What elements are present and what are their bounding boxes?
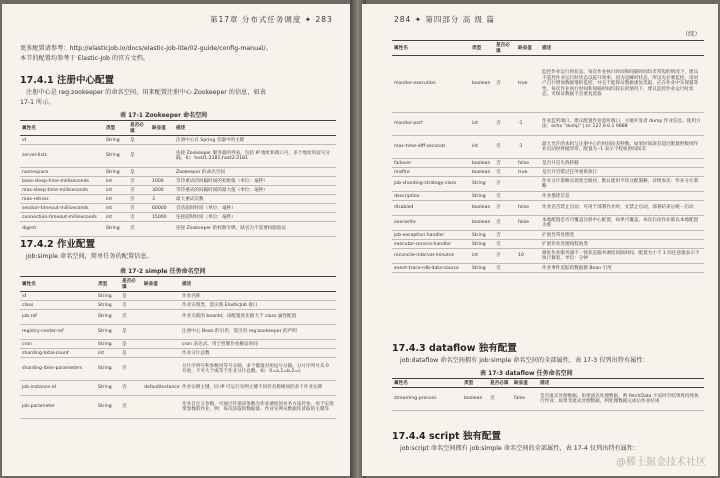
table-17-2-cell [142,292,180,301]
table-17-2-continued [392,40,704,273]
left-page [2,4,354,476]
table-17-2-cont-cell: 修复作业服务器不一致状态服务调度间隔时间，配置为小于 1 的任意值表示不执行修复，单位：分钟 [540,249,704,264]
table-17-1-cell: int [104,204,128,213]
table-17-1-cell [150,222,174,237]
table-17-2-cont-cell: 作业是否禁止启动，可用于部署作业时，先禁止启动，部署结束后统一启动 [540,201,704,216]
table-17-2-cont-cell [516,231,540,240]
table-17-1-cell: 连接超时时间（单位：毫秒） [174,213,336,222]
table-17-2-cell [142,301,180,310]
table-17-2-cont-cell: String [470,240,494,249]
table-17-2-cell: 否 [120,358,142,381]
table-17-2-caption: 表 17-2 simple 任务命名空间 [120,268,206,275]
table-17-2-cont-cell: 监控作业运行时状态。每次作业执行时间和间隔时间均非常短的情况下，建议不监控作业运行时状态以提升效率。因为是瞬时状态，所以无必要监控。请用户自行增加数据堆积监控，并且不能保证数据重复选取，应在作业中实现幂等性。每次作业执行时间和间隔时间均较长的情况下，建议监控作业运行时状态，可保证数据不会重复选取 [540,56,704,113]
table-17-3-header-cell: 缺省值 [512,379,538,388]
table-17-1-header-cell: 描述 [174,121,336,136]
table-17-2-cell: 否 [120,396,142,419]
table-17-1-cell: 等待重试的间隔时间的初始值（单位：毫秒） [174,177,336,186]
table-17-2-header-cell: 是否必填 [120,277,142,292]
table-17-2-cont-cell: 本地配置是否可覆盖注册中心配置，如果可覆盖，每次启动作业都以本地配置为准 [540,216,704,231]
table-17-2-cont-row [392,168,704,177]
table-17-2-cont-cell: 否 [494,249,516,264]
table-17-3-row [392,388,704,411]
right-page [362,4,718,476]
table-17-1-cell: id [20,136,104,145]
table-17-2-row [20,292,336,301]
table-17-2-cont-cell: 否 [494,177,516,192]
table-17-2-cont-cell: 是否开启失效转移 [540,159,704,168]
table-17-1-cell: 连接 Zookeeper 的权限令牌，缺省为不需要权限验证 [174,222,336,237]
table-17-2-cont-cell: 是否开启错过任务重新执行 [540,168,704,177]
table-17-1-cell: max-sleep-time-milliseconds [20,186,104,195]
table-17-2-cont-cell: failover [392,159,470,168]
table-17-1-cell [150,145,174,168]
table-17-1-row [20,186,336,195]
table-17-2-cont-cell: reconcile-interval-minutes [392,249,470,264]
table-17-2-cont-cell: job-exception-handler [392,231,470,240]
table-17-2-cont-cell: 否 [494,192,516,201]
table-17-2-cell: String [96,292,120,301]
table-17-2-cont-cell: 否 [494,231,516,240]
table-17-2-cell: 否 [120,310,142,325]
table-17-2-cont-header-cell: 是否必填 [494,41,516,56]
table-17-1-cell: 否 [128,213,150,222]
table-17-1-cell: 否 [128,186,150,195]
table-17-2-cont-cell: false [516,159,540,168]
table-17-2-cont-cell: misfire [392,168,470,177]
table-17-2-cont-cell: int [470,249,494,264]
table-17-1-header-cell: 类型 [104,121,128,136]
table-17-3-caption: 表 17-3 dataflow 任务命名空间 [480,370,573,377]
table-17-2-cell: defaultInstance [142,381,180,396]
table-17-2-cell [142,325,180,340]
table-17-2-cont-row [392,159,704,168]
table-17-2-cont-cell: 否 [494,113,516,136]
table-17-2-cell: 作业分片总数 [180,349,336,358]
table-17-1-row [20,204,336,213]
section-body-registry-2: 17-1 所示。 [20,99,55,106]
table-17-2-cont-cell: 扩展作业处理线程池类 [540,240,704,249]
table-17-2-cont-cell: 否 [494,216,516,231]
table-17-1-cell: int [104,186,128,195]
table-17-2-cell: job-ref [20,310,96,325]
table-17-1-cell [150,168,174,177]
table-17-2-cont-cell: disabled [392,201,470,216]
table-17-2-cont-header-cell: 缺省值 [516,41,540,56]
table-17-2-cont-header-cell: 类型 [470,41,494,56]
table-17-2-row [20,310,336,325]
table-17-1-row [20,222,336,237]
table-17-1-cell: 最大重试次数 [174,195,336,204]
table-17-2-cell: 否 [120,301,142,310]
table-17-2-cont-cell: -1 [516,113,540,136]
table-17-2-cell: 否 [120,381,142,396]
table-17-1-cell: 连接 Zookeeper 服务器的列表。包括 IP 地址和端口号，多个地址用逗号分隔。如：host1:2181,host2:2181 [174,145,336,168]
table-17-3 [392,378,704,411]
section-body-registry-1: 注册中心是 reg:zookeeper 的命名空间，用来配置注册中心 Zookeeper 的信息，如表 [26,89,266,96]
table-17-3-cell: streaming-process [392,388,462,411]
table-17-2-cont-cell: job-sharding-strategy-class [392,177,470,192]
table-17-2-cont-cell: 10 [516,249,540,264]
section-title-job: 17.4.2 作业配置 [20,239,95,250]
table-17-2-header-cell: 属性名 [20,277,96,292]
table-17-1-cell: 是 [128,168,150,177]
table-17-2-cont-cell: 作业描述信息 [540,192,704,201]
table-17-1-cell: 否 [128,204,150,213]
table-17-2-cont-cell: max-time-diff-seconds [392,136,470,159]
section-body-job: job:simple 命名空间，简单任务的配置信息。 [26,253,153,260]
table-17-2-cell: 分片序列号和参数用等号分隔，多个键值对用逗号分隔。分片序列号从 0 开始，不可大于或等于作业分片总数。如：0=a,1=b,2=c [180,358,336,381]
table-17-3-cell: false [512,388,538,411]
table-17-2-cell: int [96,349,120,358]
table-17-2-row [20,381,336,396]
section-title-script: 17.4.4 script 独有配置 [392,431,501,442]
table-17-1-cell: 15000 [150,213,174,222]
table-17-1-cell: 否 [128,177,150,186]
table-17-2-cell: String [96,340,120,349]
table-17-2-cell: 作业自定义参数，可通过传递该参数为作业调度的业务方法传参，用于实现带参数的作业，例：每次获取的数据量、作业实例从数据库读取的主键等 [180,396,336,419]
table-17-2-cont-row [392,231,704,240]
table-17-1-cell: 是 [128,136,150,145]
table-17-2-cont-cell: 扩展异常处理类 [540,231,704,240]
table-17-1-cell: server-lists [20,145,104,168]
table-17-2-cont-cell: description [392,192,470,201]
table-17-1-caption: 表 17-1 Zookeeper 命名空间 [120,112,208,119]
table-17-2-cont-row [392,201,704,216]
table-17-1-header-cell: 是否必填 [128,121,150,136]
table-17-2-cont-cell: 否 [494,136,516,159]
table-17-1-cell: 注册中心在 Spring 容器中的主键 [174,136,336,145]
table-17-2-cell: String [96,396,120,419]
table-17-2-cont-cell: 最大允许的本机与注册中心的时间误差秒数。如果时间误差超过配置秒数则作业启动时将抛异常。配置为 -1 表示不校验时间误差 [540,136,704,159]
table-17-2-cont-cell: -1 [516,136,540,159]
table-17-2-cont-cell [516,264,540,273]
table-17-3-cell: 否 [488,388,512,411]
table-17-1-header-cell: 属性名 [20,121,104,136]
table-17-2-cell [142,310,180,325]
table-17-1-cell: 3 [150,195,174,204]
table-17-2-cell [142,340,180,349]
table-17-2 [20,276,336,419]
table-17-2-cont-row [392,177,704,192]
table-17-3-header-cell: 类型 [462,379,488,388]
section-body-dataflow: job:dataflow 命名空间拥有 job:simple 命名空间的全部属性，表 17-3 仅列出特有属性： [400,357,649,364]
table-17-1-cell: 60000 [150,204,174,213]
intro-line-1: 更多配置请参考：http://elasticjob.io/docs/elastic-job-lite/02-guide/config-manual/。 [20,45,272,52]
table-17-2-cont-cell: boolean [470,56,494,113]
table-17-2-cont-cell [516,177,540,192]
table-17-1-cell: max-retries [20,195,104,204]
table-17-2-cont-row [392,249,704,264]
table-17-2-header-cell: 类型 [96,277,120,292]
table-17-2-cell: 注册中心 Bean 的引用，需引用 reg:zookeeper 的声明 [180,325,336,340]
left-page-header: 第17章 分布式任务调度 ✦ 283 [210,15,333,24]
table-17-1-cell: namespace [20,168,104,177]
table-17-1-cell: int [104,195,128,204]
table-17-1-cell: session-timeout-milliseconds [20,204,104,213]
table-17-2-cont-cell: String [470,264,494,273]
table-17-1-row [20,213,336,222]
table-17-2-cell: 是 [120,340,142,349]
table-17-2-row [20,349,336,358]
table-17-1-cell: 会话超时时间（单位：毫秒） [174,204,336,213]
table-17-2-cell [142,358,180,381]
table-17-2-cell: 是 [120,325,142,340]
table-17-2-cont-row [392,113,704,136]
table-17-1-cell: String [104,222,128,237]
table-17-2-cell: 作业关联的 beanId，该配置优先级大于 class 属性配置 [180,310,336,325]
table-17-1-cell: int [104,213,128,222]
table-17-1-cell [150,136,174,145]
table-17-2-cont-cell: 作业监听端口。建议配置作业监听端口，方便开发者 dump 作业信息。使用方法：echo "dump" | nc 127.0.0.1 9888 [540,113,704,136]
table-17-2-cont-cell: int [470,113,494,136]
table-17-2-cont-cell: 否 [494,240,516,249]
table-17-1-cell: String [104,136,128,145]
table-17-2-row [20,340,336,349]
table-17-2-cont-cell: boolean [470,201,494,216]
table-17-2-cont-cell: 否 [494,159,516,168]
table-17-2-header-cell: 缺省值 [142,277,180,292]
table-17-2-cell [142,349,180,358]
table-17-1-row [20,168,336,177]
table-17-2-cell: String [96,381,120,396]
table-17-2-cont-row [392,56,704,113]
table-17-1-row [20,136,336,145]
section-body-script: job:script 命名空间拥有 job:simple 命名空间的全部属性，表 17-4 仅列出特有属性： [400,445,640,452]
table-17-2-cont-cell: boolean [470,168,494,177]
section-title-registry: 17.4.1 注册中心配置 [20,75,114,86]
table-17-2-header-cell: 描述 [180,277,336,292]
table-17-1-cell: 否 [128,222,150,237]
table-17-1-row [20,177,336,186]
table-17-1 [20,120,336,237]
table-17-2-cont-cell: String [470,192,494,201]
table-17-2-cont-cell: executor-service-handler [392,240,470,249]
table-17-2-row [20,396,336,419]
table-17-2-cell: class [20,301,96,310]
table-17-3-header-cell: 描述 [538,379,704,388]
table-17-2-cont-cell: 作业分片策略实现类全路径，默认使用平均分配策略，详情参见：作业分片策略 [540,177,704,192]
intro-line-2: 本节的配置均参考于 Elastic-Job 的官方文档。 [20,55,150,62]
table-17-2-cell: 作业名称 [180,292,336,301]
table-17-1-cell: Zookeeper 的命名空间 [174,168,336,177]
table-17-2-cell: job-parameter [20,396,96,419]
table-17-2-cont-cell: 否 [494,168,516,177]
table-17-1-cell: int [104,177,128,186]
table-17-2-cont-cell: overwrite [392,216,470,231]
table-17-1-cell: 等待重试的间隔时间的最大值（单位：毫秒） [174,186,336,195]
table-17-1-row [20,145,336,168]
table-17-1-cell: 否 [128,195,150,204]
table-17-2-cell: String [96,310,120,325]
section-title-dataflow: 17.4.3 dataflow 独有配置 [392,343,517,354]
table-17-1-cell: connection-timeout-milliseconds [20,213,104,222]
table-17-2-cell: cron [20,340,96,349]
table-17-2-cont-cell: 否 [494,201,516,216]
table-17-2-cell [142,396,180,419]
table-17-2-row [20,325,336,340]
table-17-2-cont-cell: true [516,56,540,113]
table-17-3-cell: boolean [462,388,488,411]
table-17-2-row [20,301,336,310]
table-17-1-cell: String [104,168,128,177]
table-17-1-cell: 是 [128,145,150,168]
table-17-2-cont-cell: false [516,201,540,216]
table-17-2-cell: registry-center-ref [20,325,96,340]
table-17-2-cont-cell: false [516,216,540,231]
table-17-2-row [20,358,336,381]
table-17-2-cell: sharding-item-parameters [20,358,96,381]
table-17-2-cont-cell: 否 [494,56,516,113]
table-17-2-cont-cell [516,192,540,201]
table-17-2-cell: String [96,301,120,310]
table-17-3-header-cell: 是否必填 [488,379,512,388]
table-17-1-cell: digest [20,222,104,237]
table-17-2-cell: 作业实例主键，同 IP 可运行实例主键不同但名称相同的多个作业实例 [180,381,336,396]
table-17-1-cell: String [104,145,128,168]
table-17-2-cont-cell: int [470,136,494,159]
table-17-2-cont-cell: event-trace-rdb-data-source [392,264,470,273]
table-17-2-cont-row [392,240,704,249]
table-17-2-cont-cell: 否 [494,264,516,273]
table-17-1-header-cell: 缺省值 [150,121,174,136]
table-17-2-cont-row [392,192,704,201]
table-17-2-cont-cell: monitor-execution [392,56,470,113]
table-17-2-cell: 是 [120,292,142,301]
watermark: @稀土掘金技术社区 [616,457,706,468]
table-17-2-cont-header-cell: 属性名 [392,41,470,56]
table-17-1-cell: base-sleep-time-milliseconds [20,177,104,186]
table-17-2-cont-cell: monitor-port [392,113,470,136]
table-17-2-cont-cell: 作业事件追踪的数据源 Bean 引用 [540,264,704,273]
table-17-2-cont-row [392,264,704,273]
table-17-2-cell: cron 表达式，用于控制作业触发时间 [180,340,336,349]
table-17-2-cont-row [392,216,704,231]
table-17-2-cell: String [96,358,120,381]
right-page-header: 284 ✦ 第四部分 高 级 篇 [394,15,496,24]
continued-label: （续） [682,31,701,38]
table-17-3-cell: 是否流式处理数据。如果流式处理数据，则 fetchData 不返回空结果将持续执行作业；如果非流式处理数据，则处理数据完成后作业结束 [538,388,704,411]
table-17-2-cont-cell: boolean [470,159,494,168]
table-17-1-cell: 3000 [150,186,174,195]
table-17-2-cont-row [392,136,704,159]
table-17-2-cont-cell: String [470,231,494,240]
table-17-2-cont-cell [516,240,540,249]
table-17-2-cont-header-cell: 描述 [540,41,704,56]
table-17-2-cell: String [96,325,120,340]
table-17-2-cont-cell: true [516,168,540,177]
table-17-2-cell: job-instance-id [20,381,96,396]
table-17-3-header-cell: 属性名 [392,379,462,388]
table-17-1-row [20,195,336,204]
table-17-2-cont-cell: String [470,177,494,192]
table-17-2-cell: sharding-total-count [20,349,96,358]
table-17-2-cell: 作业实现类，需实现 ElasticJob 接口 [180,301,336,310]
table-17-1-cell: 1000 [150,177,174,186]
table-17-2-cont-cell: boolean [470,216,494,231]
table-17-2-cell: 是 [120,349,142,358]
table-17-2-cell: id [20,292,96,301]
